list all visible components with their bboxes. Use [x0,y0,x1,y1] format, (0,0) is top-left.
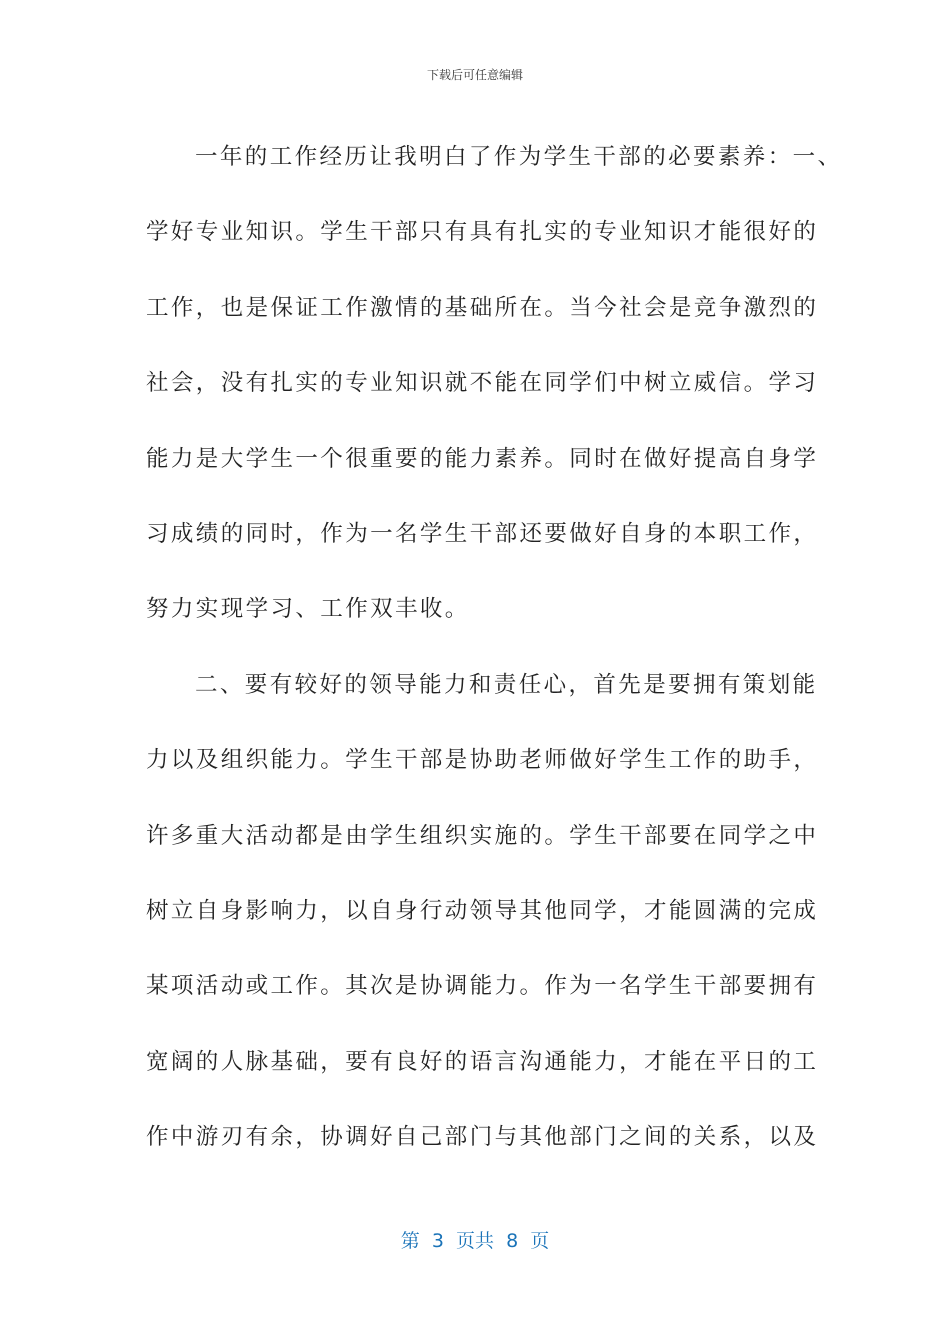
paragraph-line: 树立自身影响力，以自身行动领导其他同学，才能圆满的完成 [146,897,819,924]
paragraph-line: 许多重大活动都是由学生组织实施的。学生干部要在同学之中 [146,822,819,849]
paragraph-line: 努力实现学习、工作双丰收。 [146,596,470,623]
paragraph-line: 某项活动或工作。其次是协调能力。作为一名学生干部要拥有 [146,973,819,1000]
document-body [146,120,843,1175]
paragraph-line: 社会，没有扎实的专业知识就不能在同学们中树立威信。学习 [146,370,819,397]
paragraph-line: 力以及组织能力。学生干部是协助老师做好学生工作的助手， [146,747,819,774]
paragraph-line: 宽阔的人脉基础，要有良好的语言沟通能力，才能在平日的工 [146,1048,819,1075]
page-number-footer: 第 3 页共 8 页 [400,1230,550,1252]
paragraph-line: 工作，也是保证工作激情的基础所在。当今社会是竞争激烈的 [146,294,819,321]
paragraph-line: 习成绩的同时，作为一名学生干部还要做好自身的本职工作， [146,520,819,547]
header-note: 下载后可任意编辑 [426,68,523,82]
paragraph-line: 作中游刃有余，协调好自己部门与其他部门之间的关系，以及 [146,1124,819,1151]
paragraph-line: 二、要有较好的领导能力和责任心，首先是要拥有策划能 [195,671,818,698]
paragraph-line: 一年的工作经历让我明白了作为学生干部的必要素养：一、 [195,144,843,170]
paragraph-line: 能力是大学生一个很重要的能力素养。同时在做好提高自身学 [146,445,819,472]
paragraph-line: 学好专业知识。学生干部只有具有扎实的专业知识才能很好的 [146,219,819,246]
